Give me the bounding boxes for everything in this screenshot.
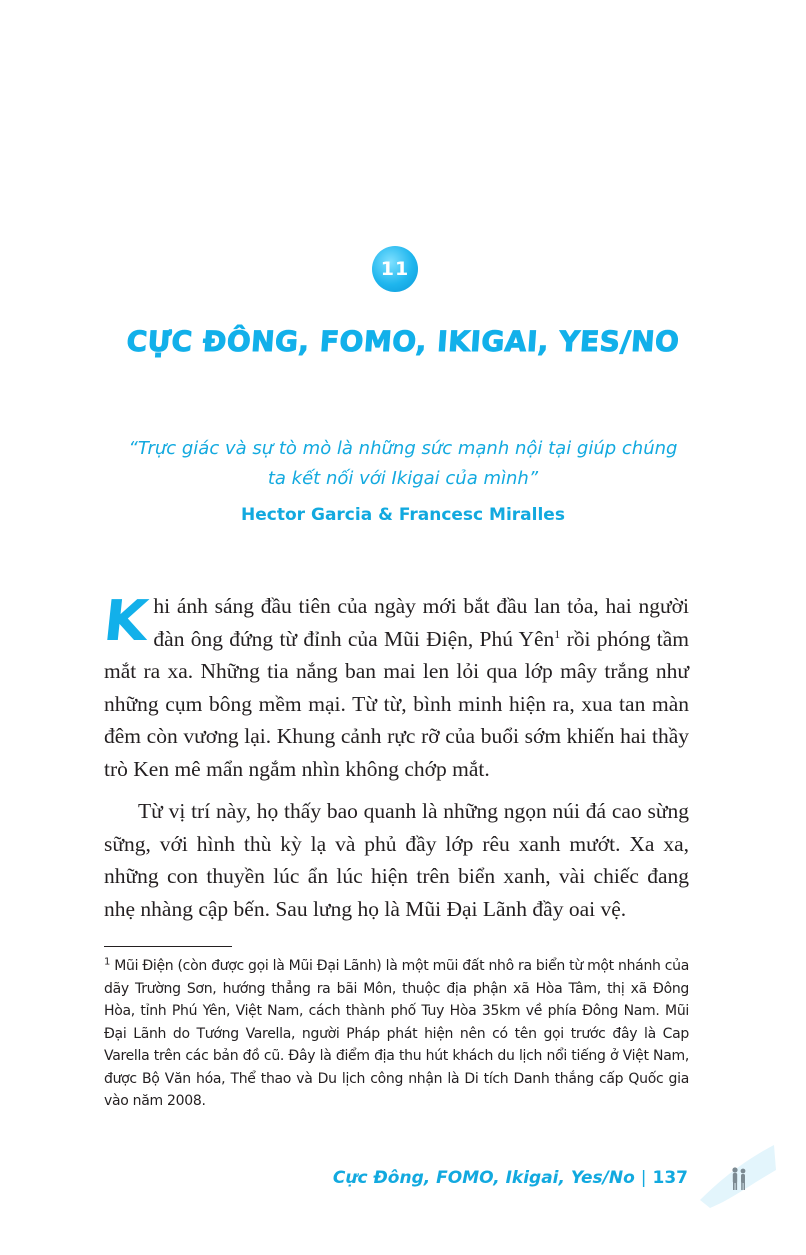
footnote <box>104 955 689 1113</box>
epigraph-author: Hector Garcia & Francesc Miralles <box>241 505 565 525</box>
footer-separator: | <box>640 1168 647 1188</box>
body-text <box>100 589 690 935</box>
running-title: Cực Đông, FOMO, Ikigai, Yes/No <box>332 1168 635 1188</box>
footnote-reference: 1 <box>554 626 561 641</box>
footnote-marker: 1 <box>104 956 111 968</box>
walking-figures-icon <box>690 1140 776 1210</box>
footnote-text: Mũi Điện (còn được gọi là Mũi Đại Lãnh) là một mũi đất nhô ra biển từ một nhánh của dãy Trường Sơn, hướng thẳng ra bãi Môn, thuộc địa phận xã Hòa Tâm, thị xã Đông Hòa, tỉnh Phú Yên, Việt Nam, cách thành phố Tuy Hòa 35km về phía Đông Nam. Mũi Đại Lãnh do Tướng Varella, người Pháp phát hiện nên có tên gọi trước đây là Cap Varella trên các bản đồ cũ. Đây là điểm địa thu hút khách du lịch nổi tiếng ở Việt Nam, được Bộ Văn hóa, Thể thao và Du lịch công nhận là Di tích Danh thắng cấp Quốc gia vào năm 2008. <box>104 958 689 1109</box>
footnote-divider <box>104 946 232 947</box>
chapter-title: CỰC ĐÔNG, FOMO, IKIGAI, YES/NO <box>125 325 681 358</box>
page-footer <box>333 1168 688 1188</box>
paragraph-1-text: hi ánh sáng đầu tiên của ngày mới bắt đầu lan tỏa, hai người đàn ông đứng từ đỉnh của Mũi Điện, Phú Yên <box>153 594 689 651</box>
paragraph-1-text-continued: rồi phóng tầm mắt ra xa. Những tia nắng ban mai len lỏi qua lớp mây trắng như những cụm bông mềm mại. Từ từ, bình minh hiện ra, xua tan màn đêm còn vương lại. Khung cảnh rực rỡ của buổi sớm khiến hai thầy trò Ken mê mẩn ngắm nhìn không chớp mắt. <box>104 626 690 781</box>
chapter-number-badge: 11 <box>372 246 418 292</box>
paragraph-1 <box>100 589 690 785</box>
paragraph-2: Từ vị trí này, họ thấy bao quanh là những ngọn núi đá cao sừng sững, với hình thù kỳ lạ và phủ đầy lớp rêu xanh mướt. Xa xa, những con thuyền lúc ẩn lúc hiện trên biển xanh, vài chiếc đang nhẹ nhàng cập bến. Sau lưng họ là Mũi Đại Lãnh đầy oai vệ. <box>104 799 689 921</box>
drop-cap: K <box>100 589 151 654</box>
epigraph-quote: “Trực giác và sự tò mò là những sức mạnh nội tại giúp chúng ta kết nối với Ikigai của mình” <box>128 438 678 489</box>
page-number: 137 <box>652 1168 688 1188</box>
